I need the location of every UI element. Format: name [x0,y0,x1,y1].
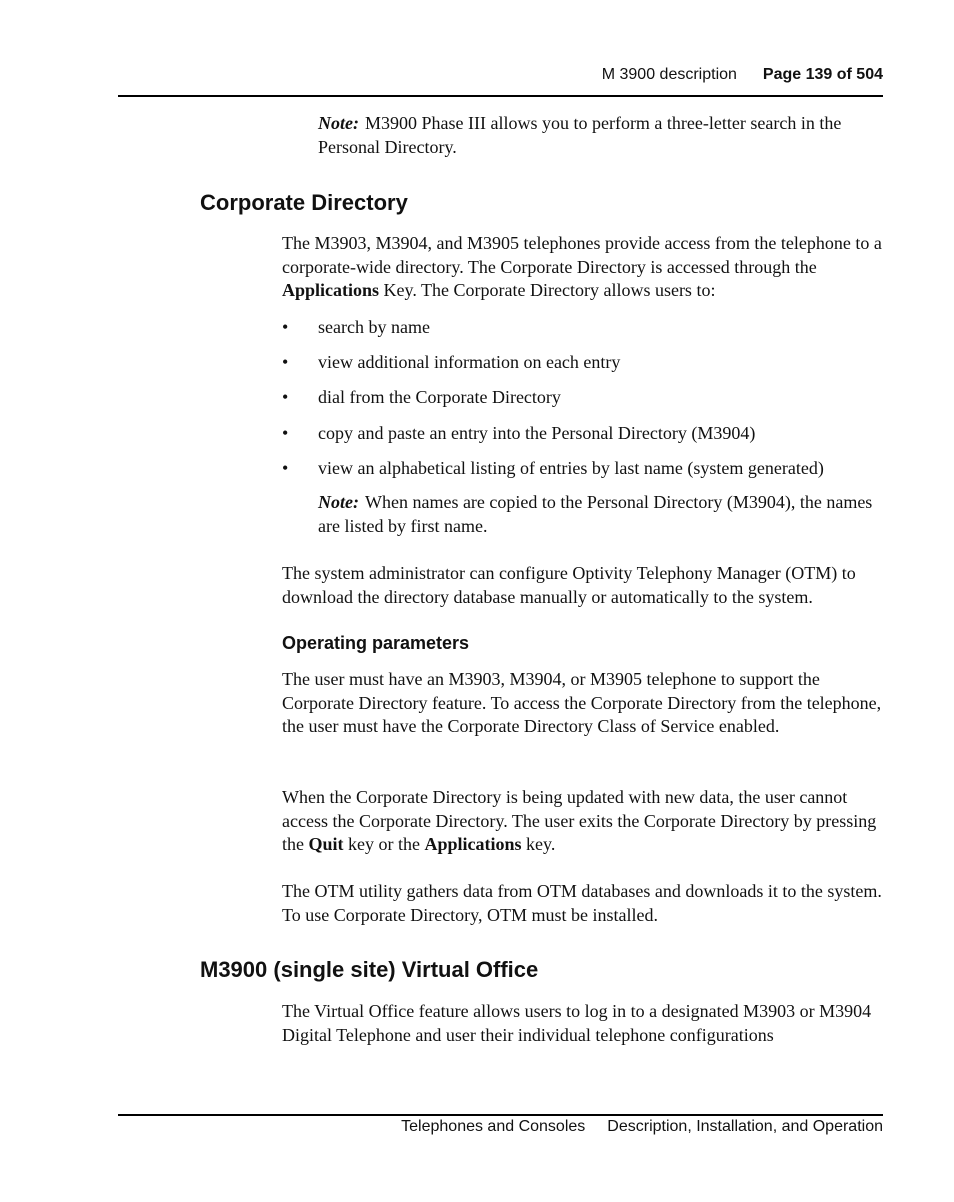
virtual-office-paragraph: The Virtual Office feature allows users to log in to a designated M3903 or M3904 Digital Telephone and user their individual telephone configurations [282,1001,872,1045]
para2-text-2: key or the [343,834,425,854]
note-text: When names are copied to the Personal Directory (M3904), the names are listed by first name. [318,492,873,536]
intro-text-1: The M3903, M3904, and M3905 telephones provide access from the telephone to a corporate-wide directory. The Corporate Directory is accessed through the [282,233,882,277]
admin-otm-paragraph: The system administrator can configure Optivity Telephony Manager (OTM) to download the directory database manually or automatically to the system. [282,563,856,607]
corporate-directory-intro [282,232,884,303]
bullet-icon: • [282,458,289,478]
note-text: M3900 Phase III allows you to perform a three-letter search in the Personal Directory. [318,113,842,157]
header-page-number: Page 139 of 504 [762,66,883,83]
note-label: Note: [318,492,359,512]
header-section-title: M 3900 description [601,66,737,83]
applications-key-label: Applications [282,280,380,300]
footer-rule [118,1114,883,1116]
page-footer [401,1118,883,1136]
bullet-icon: • [282,352,289,372]
para2-text-3: key. [521,834,556,854]
note-label: Note: [318,113,359,133]
quit-key-label: Quit [308,834,344,854]
list-item-text: search by name [318,317,430,337]
note-names-copied [318,491,884,538]
list-item-text: dial from the Corporate Directory [318,387,561,407]
note-phase-iii [318,112,884,159]
operating-parameters-para-2 [282,786,886,857]
heading-operating-parameters: Operating parameters [282,633,470,653]
list-item-text: copy and paste an entry into the Personal Directory (M3904) [318,423,756,443]
heading-corporate-directory: Corporate Directory [200,190,408,215]
footer-publication: Telephones and Consoles [401,1118,586,1135]
list-item-text: view an alphabetical listing of entries by last name (system generated) [318,458,824,478]
heading-virtual-office: M3900 (single site) Virtual Office [200,957,539,982]
bullet-icon: • [282,387,289,407]
bullet-icon: • [282,317,289,337]
bullet-icon: • [282,423,289,443]
operating-parameters-para-3: The OTM utility gathers data from OTM databases and downloads it to the system. To use Corporate Directory, OTM must be installed. [282,881,882,925]
operating-parameters-para-1: The user must have an M3903, M3904, or M3905 telephone to support the Corporate Directory feature. To access the Corporate Directory from the telephone, the user must have the Corporate Directory Class of Service enabled. [282,669,882,736]
para2-text-1: When the Corporate Directory is being updated with new data, the user cannot access the Corporate Directory. The user exits the Corporate Directory by pressing the [282,787,877,854]
intro-text-2: Key. The Corporate Directory allows users to: [379,280,716,300]
page-header [602,66,883,84]
header-rule [118,95,883,97]
list-item-text: view additional information on each entry [318,352,621,372]
applications-key-label: Applications [424,834,522,854]
footer-title: Description, Installation, and Operation [607,1118,883,1135]
